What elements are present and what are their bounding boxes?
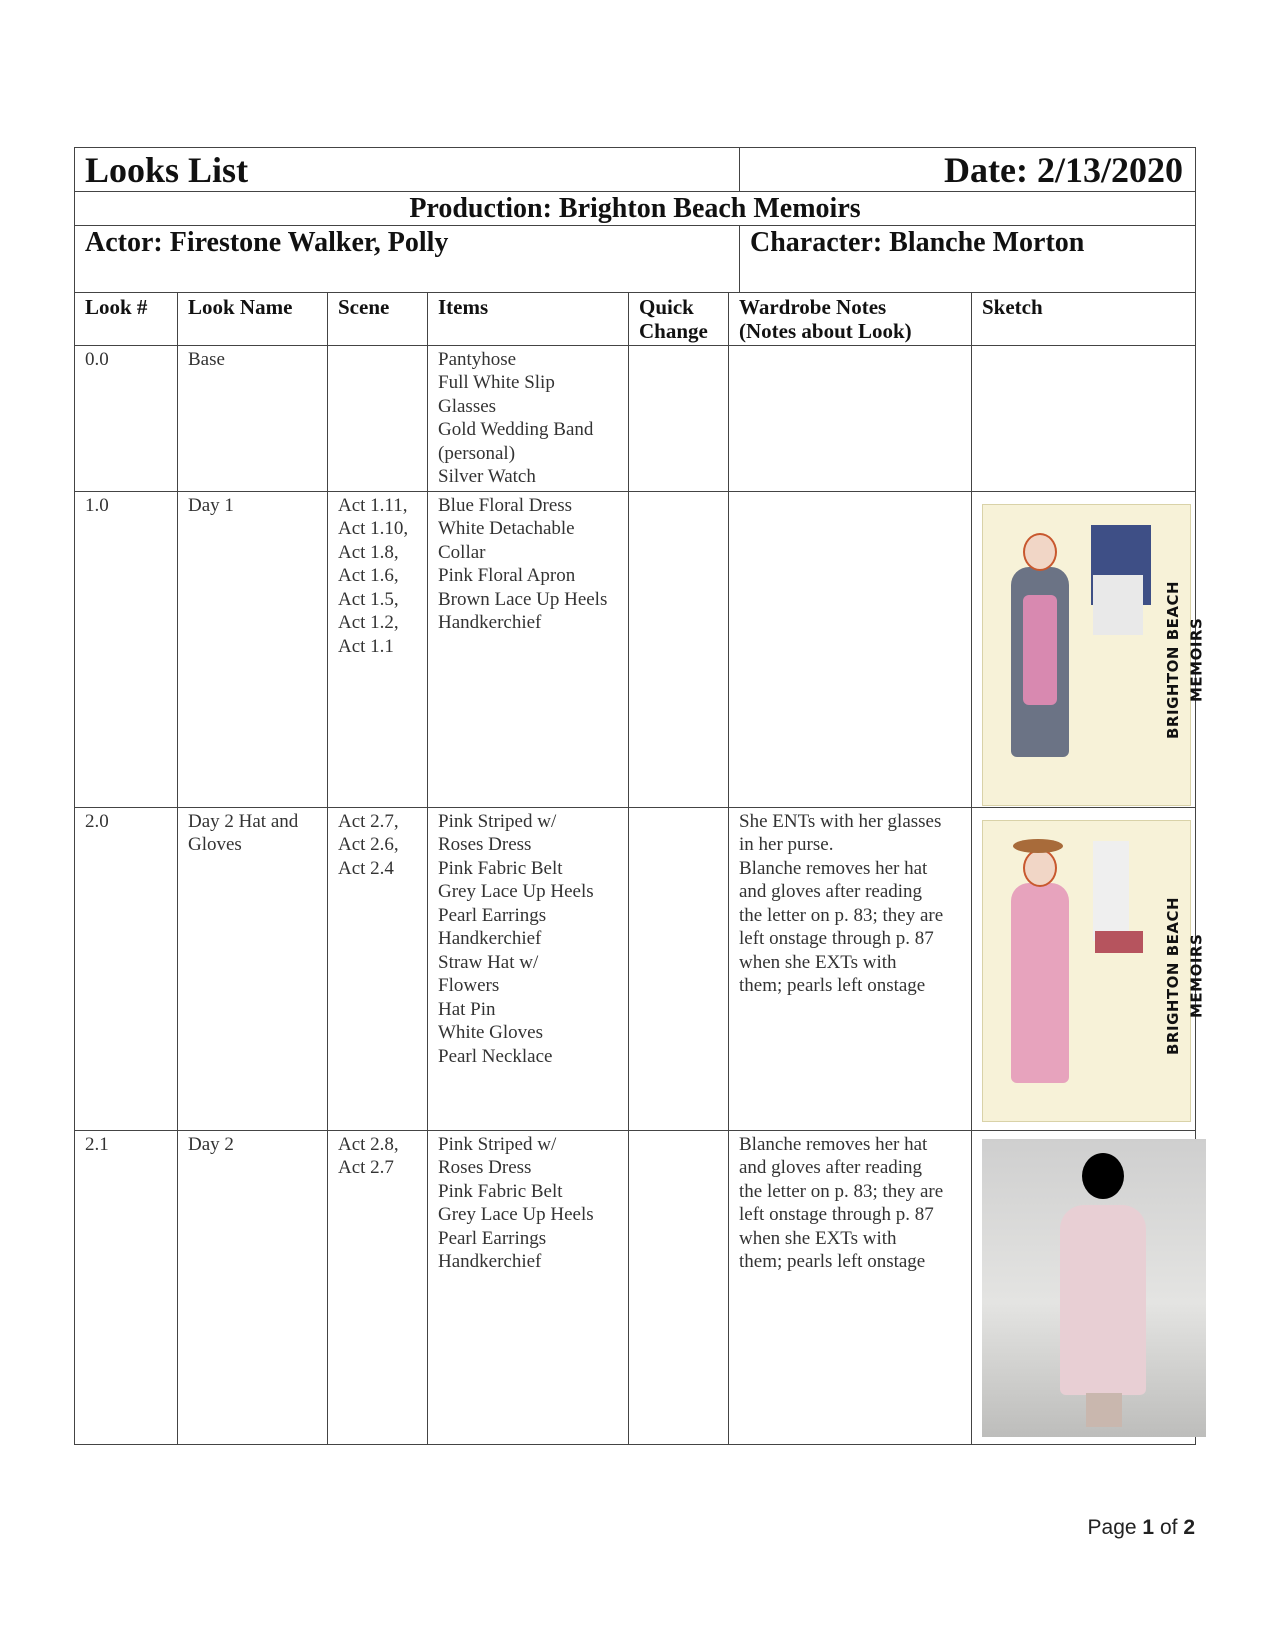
scene-list (328, 1130, 428, 1444)
list-item: the letter on p. 83; they are (739, 904, 944, 926)
list-item: Flowers (438, 975, 500, 996)
list-item: Roses Dress (438, 834, 532, 855)
items-list (428, 807, 629, 1130)
items-list (428, 1130, 629, 1444)
list-item: Brown Lace Up Heels (438, 588, 608, 610)
fabric-swatch (1093, 575, 1143, 635)
wardrobe-notes (729, 807, 972, 1130)
list-item: Grey Lace Up Heels (438, 881, 594, 902)
list-item: in her purse. (739, 834, 834, 855)
list-item: them; pearls left onstage (739, 1251, 926, 1272)
list-item: when she EXTs with (739, 1227, 897, 1249)
list-item: Act 1.11, (338, 494, 408, 516)
look-number: 2.0 (75, 807, 178, 1130)
list-item: Full White Slip (438, 372, 555, 393)
list-item: Pearl Earrings (438, 1227, 547, 1249)
sketch-cell (972, 807, 1206, 1130)
list-item: Act 2.6, (338, 834, 399, 855)
list-item: Blanche removes her hat (739, 1133, 928, 1155)
list-item: Pink Striped w/ (438, 810, 557, 832)
look-name: Day 1 (178, 491, 328, 807)
list-item: Act 1.10, (338, 518, 409, 539)
list-item: Silver Watch (438, 466, 536, 487)
scene-list (328, 345, 428, 491)
list-item: Grey Lace Up Heels (438, 1204, 594, 1225)
list-item: Act 1.2, (338, 612, 399, 633)
quick-change (629, 491, 729, 807)
costume-sketch-image (982, 820, 1206, 1122)
list-item: Handkerchief (438, 928, 542, 949)
looks-header-table (74, 147, 1196, 293)
list-item: Act 2.4 (338, 857, 394, 879)
list-item: Act 2.7 (338, 1157, 394, 1178)
looks-list-sheet (74, 147, 1206, 1445)
list-item: Act 2.8, (338, 1133, 399, 1155)
quick-change (629, 1130, 729, 1444)
list-item: Blanche removes her hat (739, 857, 928, 879)
wardrobe-notes (729, 345, 972, 491)
of-label: of (1159, 1516, 1178, 1539)
col-look-name: Look Name (178, 292, 328, 345)
list-item: Handkerchief (438, 612, 542, 633)
list-item: Pearl Earrings (438, 904, 547, 926)
list-item: Pink Striped w/ (438, 1133, 557, 1155)
col-notes-l1: Wardrobe Notes (739, 294, 887, 319)
col-quick-change-l1: Quick (639, 294, 694, 319)
page-indicator (1088, 1516, 1195, 1540)
table-row (75, 1130, 1196, 1444)
list-item: Roses Dress (438, 1157, 532, 1178)
list-item: the letter on p. 83; they are (739, 1180, 944, 1202)
col-wardrobe-notes (729, 292, 972, 345)
list-item: White Detachable (438, 518, 575, 539)
look-number: 0.0 (75, 345, 178, 491)
list-item: Handkerchief (438, 1251, 542, 1272)
column-header-row (75, 292, 1196, 345)
list-item: Act 1.1 (338, 635, 394, 657)
page-title: Looks List (75, 148, 740, 192)
list-item: Act 1.5, (338, 588, 399, 610)
figure-dress-shape (1011, 883, 1069, 1083)
sketch-caption: BRIGHTON BEACH MEMOIRS (1164, 896, 1206, 1055)
figure-hat-shape (1013, 839, 1063, 853)
page-total: 2 (1183, 1516, 1195, 1539)
list-item: (personal) (438, 442, 516, 464)
figure-head-shape (1023, 533, 1057, 571)
sketch-caption: BRIGHTON BEACH MEMOIRS (1164, 580, 1206, 739)
sketch-cell (972, 1130, 1196, 1444)
list-item: Hat Pin (438, 998, 496, 1020)
quick-change (629, 345, 729, 491)
page-label: Page (1087, 1516, 1137, 1539)
col-items: Items (428, 292, 629, 345)
photo-legs-shape (1086, 1393, 1122, 1427)
wardrobe-notes (729, 1130, 972, 1444)
costume-sketch-image (982, 504, 1206, 806)
col-quick-change-l2: Change (639, 318, 708, 343)
sketch-cell (972, 491, 1206, 807)
actor-field: Actor: Firestone Walker, Polly (75, 226, 740, 293)
list-item: them; pearls left onstage (739, 975, 926, 996)
figure-head-shape (1023, 849, 1057, 887)
list-item: Day 2 Hat and (188, 810, 299, 832)
looks-table (74, 292, 1206, 1445)
col-notes-l2: (Notes about Look) (739, 318, 912, 343)
list-item: Collar (438, 541, 486, 563)
list-item: Glasses (438, 395, 497, 417)
table-row (75, 345, 1196, 491)
list-item: left onstage through p. 87 (739, 928, 934, 949)
list-item: Gloves (188, 834, 242, 855)
table-row (75, 491, 1196, 807)
look-name: Base (178, 345, 328, 491)
list-item: Pink Fabric Belt (438, 1180, 563, 1202)
list-item: Act 2.7, (338, 810, 399, 832)
sketch-cell (972, 345, 1196, 491)
list-item: and gloves after reading (739, 1157, 923, 1178)
list-item: White Gloves (438, 1022, 544, 1043)
col-sketch: Sketch (972, 292, 1196, 345)
col-look-number: Look # (75, 292, 178, 345)
list-item: Pearl Necklace (438, 1045, 553, 1067)
look-number: 1.0 (75, 491, 178, 807)
list-item: left onstage through p. 87 (739, 1204, 934, 1225)
list-item: Act 1.8, (338, 541, 399, 563)
fabric-swatch (1095, 931, 1143, 953)
list-item: Blue Floral Dress (438, 494, 573, 516)
list-item: Straw Hat w/ (438, 951, 539, 973)
quick-change (629, 807, 729, 1130)
figure-apron-shape (1023, 595, 1057, 705)
photo-face-redaction (1082, 1153, 1124, 1199)
col-scene: Scene (328, 292, 428, 345)
scene-list (328, 807, 428, 1130)
list-item: Pink Fabric Belt (438, 857, 563, 879)
fabric-swatch (1093, 841, 1129, 941)
character-field: Character: Blanche Morton (740, 226, 1196, 293)
col-quick-change (629, 292, 729, 345)
look-name (178, 807, 328, 1130)
photo-dress-shape (1060, 1205, 1146, 1395)
table-row (75, 807, 1196, 1130)
list-item: She ENTs with her glasses (739, 810, 942, 832)
list-item: when she EXTs with (739, 951, 897, 973)
costume-photo (982, 1139, 1206, 1437)
wardrobe-notes (729, 491, 972, 807)
list-item: and gloves after reading (739, 881, 923, 902)
look-name: Day 2 (178, 1130, 328, 1444)
look-number: 2.1 (75, 1130, 178, 1444)
items-list (428, 491, 629, 807)
items-list (428, 345, 629, 491)
date-field: Date: 2/13/2020 (740, 148, 1196, 192)
page-current: 1 (1142, 1516, 1155, 1539)
scene-list (328, 491, 428, 807)
list-item: Act 1.6, (338, 565, 399, 586)
list-item: Pink Floral Apron (438, 565, 576, 586)
list-item: Pantyhose (438, 348, 517, 370)
production-field: Production: Brighton Beach Memoirs (75, 192, 1196, 226)
list-item: Gold Wedding Band (438, 419, 594, 440)
